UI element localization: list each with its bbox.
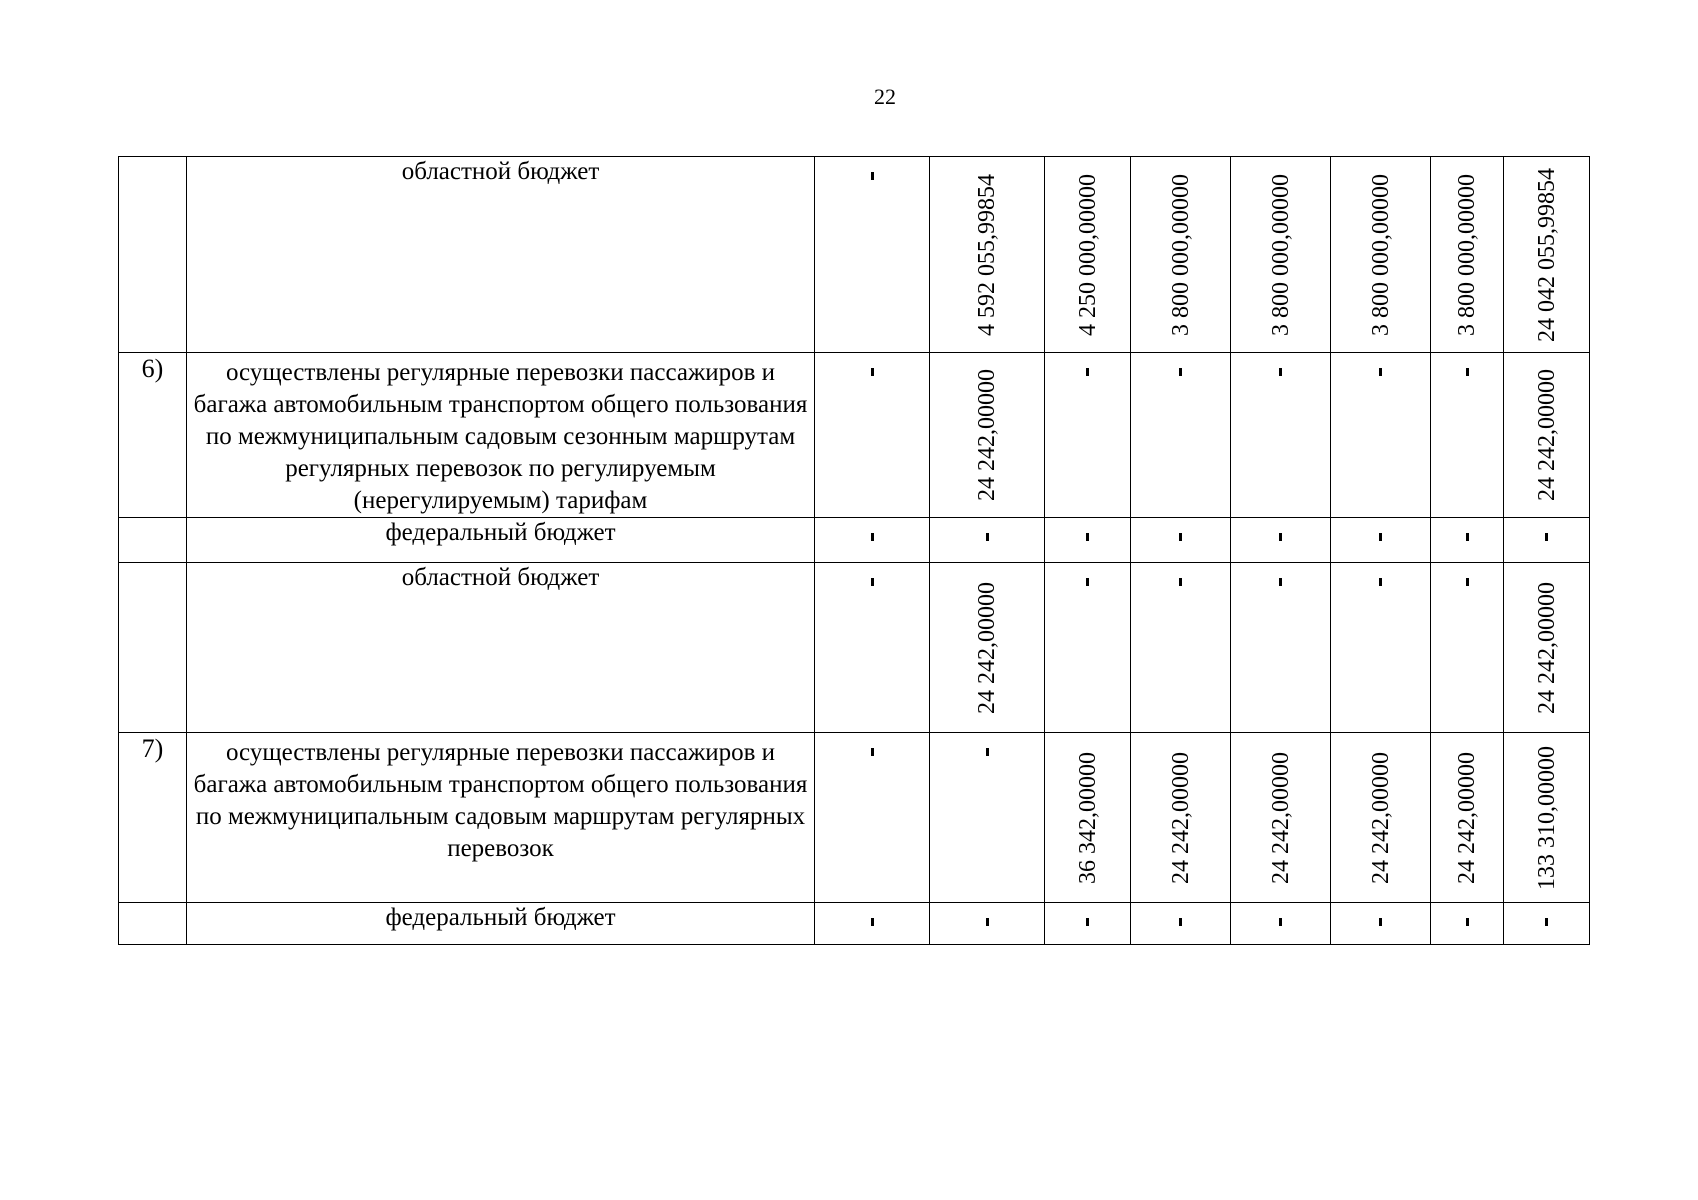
dash-mark [1086, 918, 1089, 926]
table-row [119, 518, 1590, 563]
value-cell [1331, 157, 1431, 353]
dash-mark [1279, 533, 1282, 541]
dash-mark [1086, 578, 1089, 586]
value-text: 24 242,00000 [1454, 751, 1480, 884]
value-cell [1231, 157, 1331, 353]
value-cell [930, 157, 1045, 353]
dash-mark [1379, 368, 1382, 376]
dash-mark [986, 748, 989, 756]
dash-mark [1379, 578, 1382, 586]
dash-mark [1466, 578, 1469, 586]
dash-mark [1379, 533, 1382, 541]
value-text: 3 800 000,00000 [1267, 173, 1294, 336]
dash-mark [1179, 533, 1182, 541]
value-cell [1431, 563, 1504, 733]
row-number: 6) [119, 353, 187, 518]
value-cell [1045, 563, 1131, 733]
value-cell [1231, 518, 1331, 563]
value-text: 24 242,00000 [974, 581, 1000, 714]
value-cell [815, 518, 930, 563]
value-cell [815, 353, 930, 518]
dash-mark [871, 918, 874, 926]
value-cell [1431, 353, 1504, 518]
value-cell [815, 563, 930, 733]
table-row [119, 903, 1590, 945]
row-number: 7) [119, 733, 187, 903]
value-cell [1045, 353, 1131, 518]
dash-mark [986, 533, 989, 541]
value-text: 24 242,00000 [1167, 751, 1194, 884]
page-number: 22 [874, 84, 896, 109]
value-cell [1431, 518, 1504, 563]
value-text: 3 800 000,00000 [1367, 173, 1394, 336]
dash-mark [1279, 578, 1282, 586]
value-cell [815, 733, 930, 903]
value-text: 3 800 000,00000 [1454, 173, 1480, 336]
value-cell [1231, 563, 1331, 733]
budget-table [118, 156, 1590, 945]
value-cell [1504, 733, 1590, 903]
dash-mark [871, 748, 874, 756]
value-cell [930, 903, 1045, 945]
dash-mark [1086, 368, 1089, 376]
dash-mark [1466, 533, 1469, 541]
value-cell [1431, 903, 1504, 945]
row-number [119, 563, 187, 733]
value-cell [1045, 157, 1131, 353]
value-cell [1431, 157, 1504, 353]
value-cell [1331, 518, 1431, 563]
value-cell [1131, 733, 1231, 903]
value-text: 4 250 000,00000 [1074, 173, 1101, 336]
dash-mark [871, 368, 874, 376]
dash-mark [871, 533, 874, 541]
value-cell [1331, 353, 1431, 518]
value-cell [1504, 157, 1590, 353]
value-cell [1504, 518, 1590, 563]
dash-mark [871, 578, 874, 586]
value-cell [1231, 353, 1331, 518]
value-cell [1231, 903, 1331, 945]
value-cell [815, 903, 930, 945]
dash-mark [986, 918, 989, 926]
table-row [119, 157, 1590, 353]
table-row [119, 563, 1590, 733]
value-cell [1331, 903, 1431, 945]
value-cell [1131, 563, 1231, 733]
dash-mark [1279, 368, 1282, 376]
value-text: 24 042 055,99854 [1533, 167, 1560, 342]
value-text: 24 242,00000 [974, 369, 1000, 501]
table-row [119, 353, 1590, 518]
value-cell [1131, 903, 1231, 945]
value-cell [1045, 733, 1131, 903]
value-cell [930, 353, 1045, 518]
value-cell [1131, 157, 1231, 353]
budget-source-label: областной бюджет [187, 563, 815, 733]
value-cell [1131, 353, 1231, 518]
dash-mark [1086, 533, 1089, 541]
value-cell [1504, 353, 1590, 518]
dash-mark [1179, 578, 1182, 586]
row-number [119, 157, 187, 353]
dash-mark [871, 172, 874, 180]
value-cell [1504, 903, 1590, 945]
dash-mark [1179, 918, 1182, 926]
dash-mark [1379, 918, 1382, 926]
value-text: 36 342,00000 [1074, 751, 1101, 884]
value-cell [1045, 903, 1131, 945]
table-row [119, 733, 1590, 903]
budget-source-label: областной бюджет [187, 157, 815, 353]
value-cell [1331, 563, 1431, 733]
value-text: 24 242,00000 [1533, 369, 1560, 501]
row-number [119, 903, 187, 945]
value-cell [930, 733, 1045, 903]
dash-mark [1279, 918, 1282, 926]
row-description: осуществлены регулярные перевозки пассажиров и багажа автомобильным транспортом общего пользования по межмуниципальным садовым маршрутам регулярных перевозок [187, 733, 815, 903]
value-cell [1431, 733, 1504, 903]
dash-mark [1545, 533, 1548, 541]
value-cell [1045, 518, 1131, 563]
value-cell [1504, 563, 1590, 733]
value-text: 4 592 055,99854 [974, 173, 1000, 336]
dash-mark [1466, 368, 1469, 376]
value-text: 24 242,00000 [1533, 581, 1560, 714]
value-text: 133 310,00000 [1533, 745, 1560, 890]
dash-mark [1545, 918, 1548, 926]
value-cell [930, 518, 1045, 563]
value-cell [930, 563, 1045, 733]
row-number [119, 518, 187, 563]
value-text: 24 242,00000 [1367, 751, 1394, 884]
value-cell [1131, 518, 1231, 563]
value-cell [1331, 733, 1431, 903]
value-text: 3 800 000,00000 [1167, 173, 1194, 336]
value-cell [1231, 733, 1331, 903]
table-body [119, 157, 1590, 945]
row-description: осуществлены регулярные перевозки пассажиров и багажа автомобильным транспортом общего пользования по межмуниципальным садовым сезонным маршрутам регулярных перевозок по регулируемым (нерегулируемым) тарифам [187, 353, 815, 518]
dash-mark [1466, 918, 1469, 926]
value-text: 24 242,00000 [1267, 751, 1294, 884]
value-cell [815, 157, 930, 353]
dash-mark [1179, 368, 1182, 376]
budget-source-label: федеральный бюджет [187, 518, 815, 563]
budget-source-label: федеральный бюджет [187, 903, 815, 945]
